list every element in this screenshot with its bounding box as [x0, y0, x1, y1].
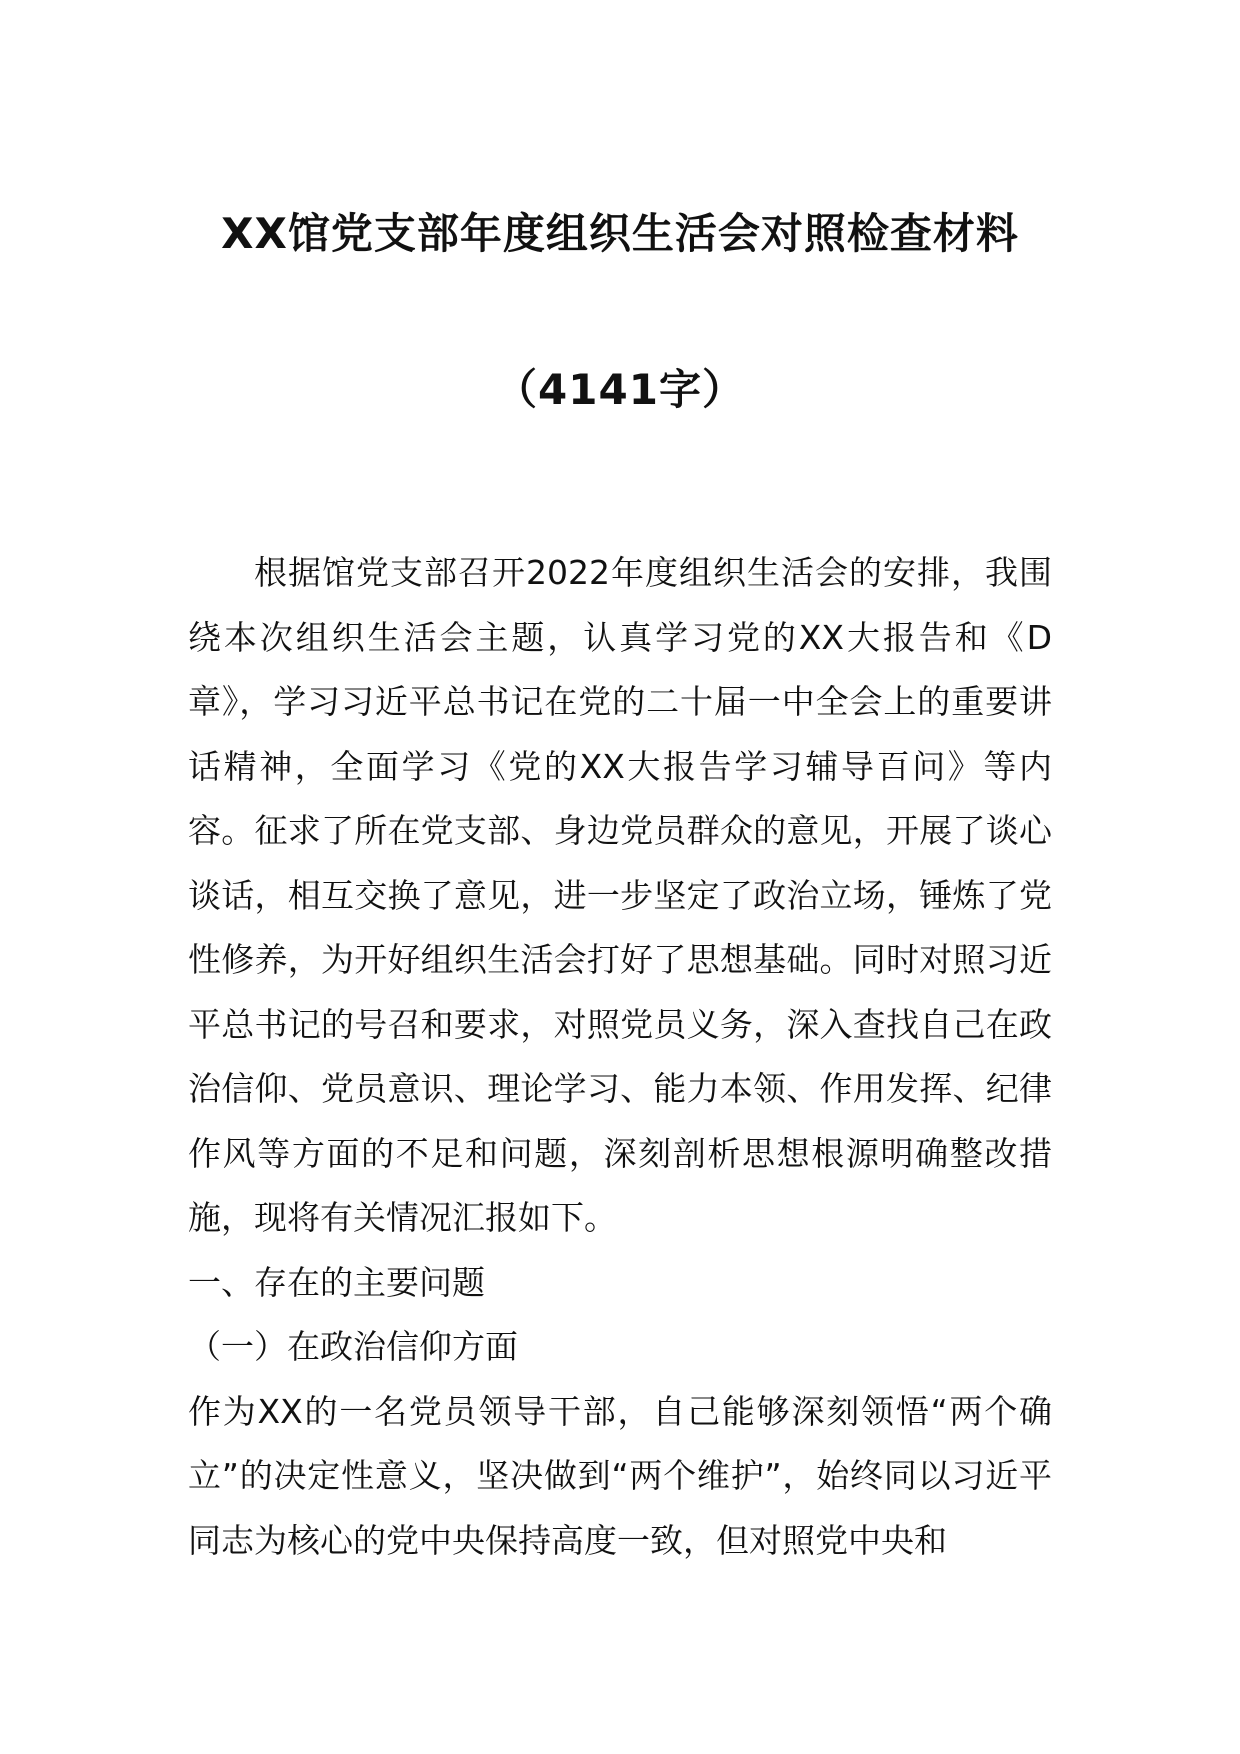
- document-body: [188, 541, 1052, 1573]
- subsection-paragraph: 作为XX的一名党员领导干部，自己能够深刻领悟“两个确立”的决定性意义，坚决做到“两个维护”，始终同以习近平同志为核心的党中央保持高度一致，但对照党中央和: [188, 1391, 1052, 1560]
- document-word-count: （4141字）: [495, 365, 745, 414]
- intro-paragraph: 根据馆党支部召开2022年度组织生活会的安排，我围绕本次组织生活会主题，认真学习党的XX大报告和《D章》，学习习近平总书记在党的二十届一中全会上的重要讲话精神，全面学习《党的XX大报告学习辅导百问》等内容。征求了所在党支部、身边党员群众的意见，开展了谈心谈话，相互交换了意见，进一步坚定了政治立场，锤炼了党性修养，为开好组织生活会打好了思想基础。同时对照习近平总书记的号召和要求，对照党员义务，深入查找自己在政治信仰、党员意识、理论学习、能力本领、作用发挥、纪律作风等方面的不足和问题，深刻剖析思想根源明确整改措施，现将有关情况汇报如下。: [188, 553, 1052, 1237]
- section-heading: 一、存在的主要问题: [188, 1262, 485, 1302]
- subsection-heading: （一）在政治信仰方面: [188, 1327, 518, 1366]
- document-title: XX馆党支部年度组织生活会对照检查材料: [221, 209, 1019, 258]
